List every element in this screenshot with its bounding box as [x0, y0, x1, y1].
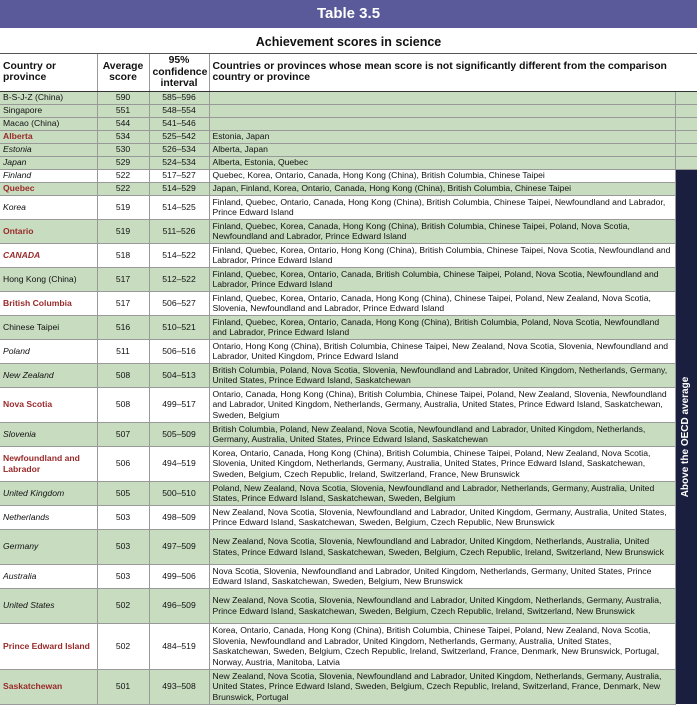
row-average-score: 503 [97, 529, 149, 564]
header-average: Average score [97, 54, 149, 91]
table-subtitle: Achievement scores in science [0, 31, 697, 54]
row-comparison-list: Finland, Quebec, Korea, Ontario, Canada, Hong Kong (China), Chinese Taipei, Poland, New Zealand, Nova Scotia, Slovenia, Newfoundland and Labrador, Prince Edward Island [209, 291, 675, 315]
row-comparison-list: Finland, Quebec, Korea, Ontario, Canada, Hong Kong (China), British Columbia, Poland, Nova Scotia, Newfoundland and Labrador, Prince Edward Island [209, 315, 675, 339]
row-comparison-list [209, 117, 675, 130]
row-confidence-interval: 506–516 [149, 339, 209, 363]
row-comparison-list: New Zealand, Nova Scotia, Slovenia, Newfoundland and Labrador, United Kingdom, Germany, Australia, United States, Prince Edward Island, Saskatchewan, Sweden, Belgium, Czech Republic, New Brunswick [209, 505, 675, 529]
row-average-score: 519 [97, 219, 149, 243]
table-row [0, 91, 697, 104]
sidebar-blank [675, 104, 697, 117]
row-country-name: Nova Scotia [0, 387, 97, 422]
row-comparison-list: Quebec, Korea, Ontario, Canada, Hong Kong (China), British Columbia, Chinese Taipei [209, 169, 675, 182]
row-comparison-list [209, 104, 675, 117]
table-row [0, 529, 697, 564]
table-row [0, 156, 697, 169]
table-row [0, 446, 697, 481]
row-confidence-interval: 526–534 [149, 143, 209, 156]
table-body [0, 91, 697, 704]
row-country-name: Australia [0, 564, 97, 588]
row-average-score: 551 [97, 104, 149, 117]
row-comparison-list: New Zealand, Nova Scotia, Slovenia, Newfoundland and Labrador, United Kingdom, Netherlands, Germany, Australia, Prince Edward Island, Saskatchewan, Sweden, Belgium, Czech Republic, Ireland, Switzerland, New Brunswick [209, 588, 675, 623]
row-country-name: Singapore [0, 104, 97, 117]
row-country-name: Finland [0, 169, 97, 182]
row-country-name: United States [0, 588, 97, 623]
row-average-score: 518 [97, 243, 149, 267]
row-comparison-list: Estonia, Japan [209, 130, 675, 143]
row-country-name: Korea [0, 195, 97, 219]
row-comparison-list: Ontario, Hong Kong (China), British Columbia, Chinese Taipei, New Zealand, Nova Scotia, Slovenia, Newfoundland and Labrador, United Kingdom, Prince Edward Island [209, 339, 675, 363]
row-confidence-interval: 494–519 [149, 446, 209, 481]
table-row [0, 588, 697, 623]
row-comparison-list: Ontario, Canada, Hong Kong (China), British Columbia, Chinese Taipei, Poland, New Zealand, Slovenia, Newfoundland and Labrador, United Kingdom, Netherlands, Germany, Australia, United States, Prince Edward Island, Saskatchewan, Sweden, Belgium [209, 387, 675, 422]
row-confidence-interval: 505–509 [149, 422, 209, 446]
row-confidence-interval: 510–521 [149, 315, 209, 339]
row-confidence-interval: 514–525 [149, 195, 209, 219]
table-row [0, 623, 697, 669]
table-row [0, 363, 697, 387]
row-country-name: Macao (China) [0, 117, 97, 130]
row-average-score: 508 [97, 363, 149, 387]
row-country-name: British Columbia [0, 291, 97, 315]
row-confidence-interval: 504–513 [149, 363, 209, 387]
row-country-name: Estonia [0, 143, 97, 156]
row-confidence-interval: 496–509 [149, 588, 209, 623]
table-row [0, 564, 697, 588]
header-spacer [675, 54, 697, 91]
row-average-score: 503 [97, 564, 149, 588]
row-average-score: 522 [97, 182, 149, 195]
row-country-name: Alberta [0, 130, 97, 143]
row-country-name: Germany [0, 529, 97, 564]
row-average-score: 522 [97, 169, 149, 182]
table-row [0, 339, 697, 363]
table-row [0, 104, 697, 117]
row-country-name: New Zealand [0, 363, 97, 387]
row-confidence-interval: 506–527 [149, 291, 209, 315]
row-comparison-list: New Zealand, Nova Scotia, Slovenia, Newfoundland and Labrador, United Kingdom, Netherlands, Germany, Australia, United States, Prince Edward Island, Sweden, Belgium, Czech Republic, Ireland, Switzerland, France, Denmark, New Brunswick, Portugal [209, 669, 675, 704]
oecd-sidebar [675, 169, 697, 704]
row-average-score: 516 [97, 315, 149, 339]
table-row [0, 117, 697, 130]
table-row [0, 267, 697, 291]
row-comparison-list: Finland, Quebec, Ontario, Canada, Hong Kong (China), British Columbia, Chinese Taipei, Newfoundland and Labrador, Prince Edward Island [209, 195, 675, 219]
row-average-score: 501 [97, 669, 149, 704]
row-country-name: Chinese Taipei [0, 315, 97, 339]
row-average-score: 502 [97, 588, 149, 623]
sidebar-blank [675, 143, 697, 156]
row-comparison-list: British Columbia, Poland, Nova Scotia, Slovenia, Newfoundland and Labrador, United Kingdom, Netherlands, Germany, United States, Prince Edward Island, Saskatchewan [209, 363, 675, 387]
row-confidence-interval: 493–508 [149, 669, 209, 704]
table-row [0, 182, 697, 195]
row-average-score: 534 [97, 130, 149, 143]
row-comparison-list: Japan, Finland, Korea, Ontario, Canada, Hong Kong (China), British Columbia, Chinese Taipei [209, 182, 675, 195]
row-confidence-interval: 500–510 [149, 481, 209, 505]
sidebar-blank [675, 130, 697, 143]
row-average-score: 529 [97, 156, 149, 169]
table-row [0, 195, 697, 219]
row-confidence-interval: 517–527 [149, 169, 209, 182]
row-country-name: Hong Kong (China) [0, 267, 97, 291]
row-confidence-interval: 511–526 [149, 219, 209, 243]
row-average-score: 590 [97, 91, 149, 104]
sidebar-blank [675, 156, 697, 169]
row-average-score: 506 [97, 446, 149, 481]
row-confidence-interval: 512–522 [149, 267, 209, 291]
row-country-name: Saskatchewan [0, 669, 97, 704]
row-country-name: Prince Edward Island [0, 623, 97, 669]
row-comparison-list: Nova Scotia, Slovenia, Newfoundland and Labrador, United Kingdom, Netherlands, Germany, United States, Prince Edward Island, Saskatchewan, Sweden, Belgium, New Brunswick [209, 564, 675, 588]
row-comparison-list: British Columbia, Poland, New Zealand, Nova Scotia, Newfoundland and Labrador, United Kingdom, Netherlands, Germany, Australia, United States, Prince Edward Island, Saskatchewan [209, 422, 675, 446]
row-confidence-interval: 548–554 [149, 104, 209, 117]
row-comparison-list: Korea, Ontario, Canada, Hong Kong (China), British Columbia, Chinese Taipei, Poland, New Zealand, Nova Scotia, Slovenia, Newfoundland and Labrador, United Kingdom, Netherlands, Germany, Australia, United States, Saskatchewan, Sweden, Belgium, Czech Republic, Ireland, Switzerland, France, Denmark, New Brunswick, Portugal, Norway, Austria, Manitoba, Latvia [209, 623, 675, 669]
row-average-score: 508 [97, 387, 149, 422]
row-comparison-list: Alberta, Japan [209, 143, 675, 156]
row-confidence-interval: 499–517 [149, 387, 209, 422]
row-confidence-interval: 541–546 [149, 117, 209, 130]
table-row [0, 143, 697, 156]
row-average-score: 517 [97, 267, 149, 291]
table-row [0, 169, 697, 182]
row-confidence-interval: 514–522 [149, 243, 209, 267]
row-country-name: CANADA [0, 243, 97, 267]
row-average-score: 503 [97, 505, 149, 529]
table-row [0, 243, 697, 267]
table-row [0, 387, 697, 422]
table-row [0, 219, 697, 243]
sidebar-blank [675, 91, 697, 104]
header-ci: 95% confidence interval [149, 54, 209, 91]
row-confidence-interval: 514–529 [149, 182, 209, 195]
table-row [0, 481, 697, 505]
row-country-name: Slovenia [0, 422, 97, 446]
row-confidence-interval: 484–519 [149, 623, 209, 669]
table-row [0, 130, 697, 143]
oecd-sidebar-label: Above the OECD average [680, 376, 691, 498]
row-average-score: 502 [97, 623, 149, 669]
sidebar-blank [675, 117, 697, 130]
row-confidence-interval: 497–509 [149, 529, 209, 564]
table-row [0, 505, 697, 529]
row-comparison-list: Finland, Quebec, Korea, Ontario, Hong Kong (China), British Columbia, Chinese Taipei, Nova Scotia, Newfoundland and Labrador, Prince Edward Island [209, 243, 675, 267]
header-country: Country or province [0, 54, 97, 91]
row-country-name: Netherlands [0, 505, 97, 529]
row-comparison-list: Korea, Ontario, Canada, Hong Kong (China), British Columbia, Chinese Taipei, Poland, New Zealand, Nova Scotia, Slovenia, United Kingdom, Netherlands, Germany, Australia, United States, Prince Edward Island, Saskatchewan, Sweden, Belgium, Czech Republic, Ireland, Switzerland, France, New Brunswick [209, 446, 675, 481]
row-country-name: Ontario [0, 219, 97, 243]
row-confidence-interval: 499–506 [149, 564, 209, 588]
row-average-score: 507 [97, 422, 149, 446]
row-country-name: Newfoundland and Labrador [0, 446, 97, 481]
row-comparison-list: Finland, Quebec, Korea, Ontario, Canada, British Columbia, Chinese Taipei, Poland, Nova Scotia, Newfoundland and Labrador, Prince Edward Island [209, 267, 675, 291]
row-country-name: B-S-J-Z (China) [0, 91, 97, 104]
row-country-name: United Kingdom [0, 481, 97, 505]
row-average-score: 505 [97, 481, 149, 505]
row-comparison-list: Alberta, Estonia, Quebec [209, 156, 675, 169]
table-row [0, 315, 697, 339]
row-comparison-list: Finland, Quebec, Korea, Canada, Hong Kong (China), British Columbia, Chinese Taipei, Poland, Nova Scotia, Newfoundland and Labrador, Prince Edward Island [209, 219, 675, 243]
row-confidence-interval: 525–542 [149, 130, 209, 143]
row-confidence-interval: 585–596 [149, 91, 209, 104]
row-average-score: 517 [97, 291, 149, 315]
table-row [0, 669, 697, 704]
table-row [0, 422, 697, 446]
row-country-name: Quebec [0, 182, 97, 195]
row-comparison-list: New Zealand, Nova Scotia, Slovenia, Newfoundland and Labrador, United Kingdom, Netherlands, Australia, United States, Prince Edward Island, Saskatchewan, Sweden, Belgium, Czech Republic, Ireland, Switzerland, New Brunswick [209, 529, 675, 564]
row-average-score: 544 [97, 117, 149, 130]
header-comparison: Countries or provinces whose mean score is not significantly different from the comparison country or province [209, 54, 675, 91]
table-title: Table 3.5 [0, 0, 697, 28]
row-confidence-interval: 524–534 [149, 156, 209, 169]
row-comparison-list [209, 91, 675, 104]
row-confidence-interval: 498–509 [149, 505, 209, 529]
row-average-score: 519 [97, 195, 149, 219]
science-scores-table [0, 54, 697, 705]
row-country-name: Poland [0, 339, 97, 363]
row-comparison-list: Poland, New Zealand, Nova Scotia, Slovenia, Newfoundland and Labrador, Netherlands, Germany, Australia, United States, Prince Edward Island, Saskatchewan, Sweden, Belgium [209, 481, 675, 505]
table-row [0, 291, 697, 315]
row-average-score: 511 [97, 339, 149, 363]
row-average-score: 530 [97, 143, 149, 156]
row-country-name: Japan [0, 156, 97, 169]
